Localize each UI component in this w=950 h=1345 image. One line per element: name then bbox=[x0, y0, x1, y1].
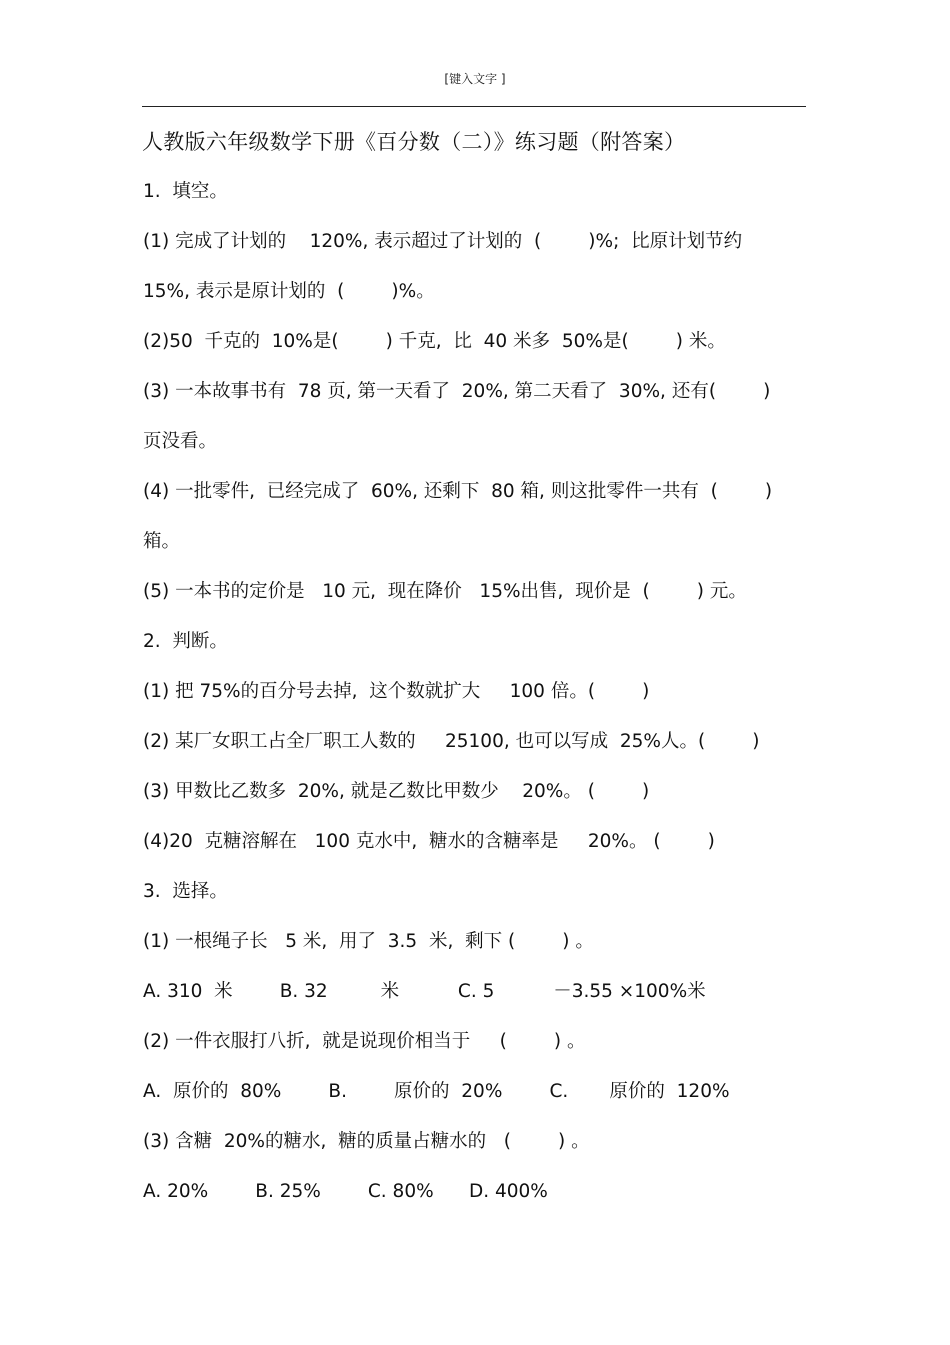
question-line: (1) 把 75%的百分号去掉, 这个数就扩大 100 倍。( ) bbox=[143, 681, 650, 702]
question-line: (3) 一本故事书有 78 页, 第一天看了 20%, 第二天看了 30%, 还有( ) bbox=[143, 381, 771, 402]
document-title: 人教版六年级数学下册《百分数（二）》练习题（附答案） bbox=[142, 130, 686, 154]
answer-options: A. 310 米 B. 32 米 C. 5 －3.55 ×100%米 bbox=[143, 981, 706, 1002]
question-line: (3) 甲数比乙数多 20%, 就是乙数比甲数少 20%。 ( ) bbox=[143, 781, 650, 802]
section-heading-judge: 2. 判断。 bbox=[143, 631, 228, 652]
page-header: [键入文字 ] bbox=[444, 72, 506, 86]
question-line: (5) 一本书的定价是 10 元, 现在降价 15%出售, 现价是 ( ) 元。 bbox=[143, 581, 747, 602]
question-line: 15%, 表示是原计划的 ( )%。 bbox=[143, 281, 435, 302]
question-line: (2)50 千克的 10%是( ) 千克, 比 40 米多 50%是( ) 米。 bbox=[143, 331, 726, 352]
question-line: (4) 一批零件, 已经完成了 60%, 还剩下 80 箱, 则这批零件一共有 ( ) bbox=[143, 481, 773, 502]
section-heading-choose: 3. 选择。 bbox=[143, 881, 228, 902]
question-line: (2) 一件衣服打八折, 就是说现价相当于 ( ) 。 bbox=[143, 1031, 586, 1052]
question-line: 页没看。 bbox=[143, 431, 218, 452]
question-line: (1) 完成了计划的 120%, 表示超过了计划的 ( )%; 比原计划节约 bbox=[143, 231, 743, 252]
section-heading-fill-blank: 1. 填空。 bbox=[143, 181, 228, 202]
question-line: 箱。 bbox=[143, 531, 181, 552]
question-line: (1) 一根绳子长 5 米, 用了 3.5 米, 剩下 ( ) 。 bbox=[143, 931, 594, 952]
question-line: (4)20 克糖溶解在 100 克水中, 糖水的含糖率是 20%。 ( ) bbox=[143, 831, 715, 852]
question-line: (3) 含糖 20%的糖水, 糖的质量占糖水的 ( ) 。 bbox=[143, 1131, 590, 1152]
answer-options: A. 原价的 80% B. 原价的 20% C. 原价的 120% bbox=[143, 1081, 730, 1102]
header-rule bbox=[142, 106, 806, 107]
question-line: (2) 某厂女职工占全厂职工人数的 25100, 也可以写成 25%人。( ) bbox=[143, 731, 760, 752]
answer-options: A. 20% B. 25% C. 80% D. 400% bbox=[143, 1181, 548, 1202]
